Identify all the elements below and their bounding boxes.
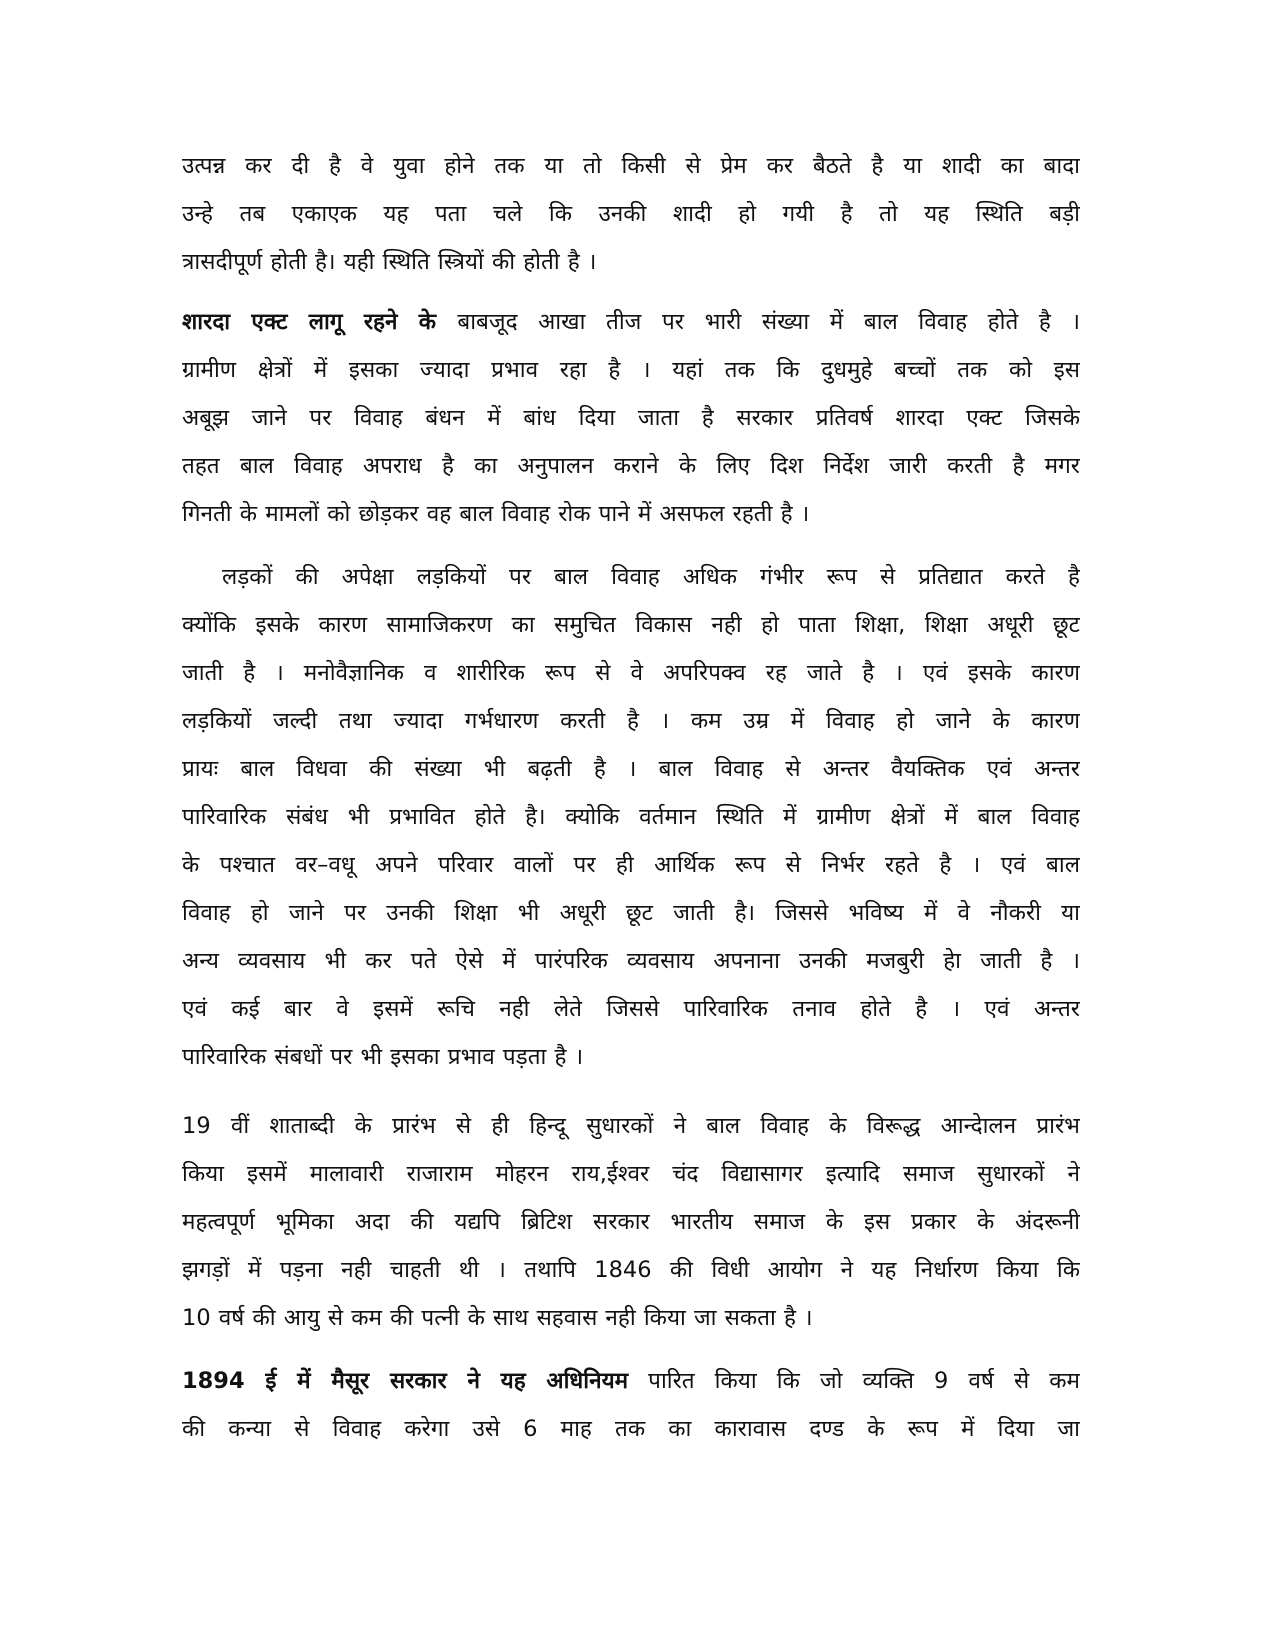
text-line: क्योंकि इसके कारण सामाजिकरण का समुचित विकास नही हो पाता शिक्षा, शिक्षा अधूरी छूट (182, 612, 1080, 638)
text-line: लड़कों की अपेक्षा लड़कियों पर बाल विवाह अधिक गंभीर रूप से प्रतिद्यात करते है (222, 564, 1080, 590)
text-line: पारिवारिक संबंध भी प्रभावित होते है। क्योकि वर्तमान स्थिति में ग्रामीण क्षेत्रों में बाल विवाह (182, 804, 1080, 830)
text-line: अबूझ जाने पर विवाह बंधन में बांध दिया जाता है सरकार प्रतिवर्ष शारदा एक्ट जिसके (182, 405, 1080, 431)
paragraph-5 (182, 1357, 1080, 1453)
text-line: जाती है । मनोवैज्ञानिक व शारीरिक रूप से वे अपरिपक्व रह जाते है । एवं इसके कारण (182, 660, 1080, 686)
text-line: अन्य व्यवसाय भी कर पते ऐसे में पारंपरिक व्यवसाय अपनाना उनकी मजबुरी हेा जाती है । (182, 948, 1080, 974)
text-line (182, 1357, 1080, 1405)
text-line: की कन्या से विवाह करेगा उसे 6 माह तक का कारावास दण्ड के रूप में दिया जा (182, 1416, 1080, 1442)
text-line: एवं कई बार वे इसमें रूचि नही लेते जिससे पारिवारिक तनाव होते है । एवं अन्तर (182, 996, 1080, 1022)
text-line: उन्हे तब एकाएक यह पता चले कि उनकी शादी हो गयी है तो यह स्थिति बड़ी (182, 201, 1080, 227)
text-line: त्रासदीपूर्ण होती है। यही स्थिति स्त्रियों की होती है । (182, 249, 597, 275)
text-line: उत्पन्न कर दी है वे युवा होने तक या तो किसी से प्रेम कर बैठते है या शादी का बादा (182, 153, 1080, 179)
text-line: तहत बाल विवाह अपराध है का अनुपालन कराने के लिए दिश निर्देश जारी करती है मगर (182, 453, 1080, 479)
text-line: किया इसमें मालावारी राजाराम मोहरन राय,ईश्वर चंद विद्यासागर इत्यादि समाज सुधारकों ने (182, 1161, 1080, 1187)
text-line: 10 वर्ष की आयु से कम की पत्नी के साथ सहवास नही किया जा सकता है । (182, 1305, 813, 1331)
text-line: झगड़ों में पड़ना नही चाहती थी । तथापि 1846 की विधी आयोग ने यह निर्धारण किया कि (182, 1257, 1080, 1283)
text-line: 19 वीं शाताब्दी के प्रारंभ से ही हिन्दू सुधारकों ने बाल विवाह के विरूद्ध आन्देालन प्रारंभ (182, 1113, 1080, 1139)
text-line: लड़कियों जल्दी तथा ज्यादा गर्भधारण करती है । कम उम्र में विवाह हो जाने के कारण (182, 708, 1080, 734)
bold-phrase: 1894 ई में मैसूर सरकार ने यह अधिनियम (182, 1368, 629, 1394)
text-line: ग्रामीण क्षेत्रों में इसका ज्यादा प्रभाव रहा है । यहां तक कि दुधमुहे बच्चों तक को इस (182, 357, 1080, 383)
text-line: महत्वपूर्ण भूमिका अदा की यद्यपि ब्रिटिश सरकार भारतीय समाज के इस प्रकार के अंदरूनी (182, 1209, 1080, 1235)
paragraph-4 (182, 1102, 1080, 1342)
text-line: के पश्चात वर–वधू अपने परिवार वालों पर ही आर्थिक रूप से निर्भर रहते है । एवं बाल (182, 852, 1080, 878)
text-line: प्रायः बाल विधवा की संख्या भी बढ़ती है । बाल विवाह से अन्तर वैयक्तिक एवं अन्तर (182, 756, 1080, 782)
bold-phrase: शारदा एक्ट लागू रहने के (182, 309, 458, 335)
text-line (182, 298, 1080, 346)
text-line: गिनती के मामलों को छोड़कर वह बाल विवाह रोक पाने में असफल रहती है । (182, 501, 810, 527)
text-line: विवाह हो जाने पर उनकी शिक्षा भी अधूरी छूट जाती है। जिससे भविष्य में वे नौकरी या (182, 900, 1080, 926)
paragraph-1 (182, 142, 1080, 286)
paragraph-3 (182, 553, 1080, 1081)
text-line: पारिवारिक संबधों पर भी इसका प्रभाव पड़ता है । (182, 1044, 584, 1070)
paragraph-2 (182, 298, 1080, 538)
line-rest: बाबजूद आखा तीज पर भारी संख्या में बाल विवाह होते है । (457, 309, 1080, 335)
line-rest: पारित किया कि जो व्यक्ति 9 वर्ष से कम (628, 1368, 1080, 1394)
